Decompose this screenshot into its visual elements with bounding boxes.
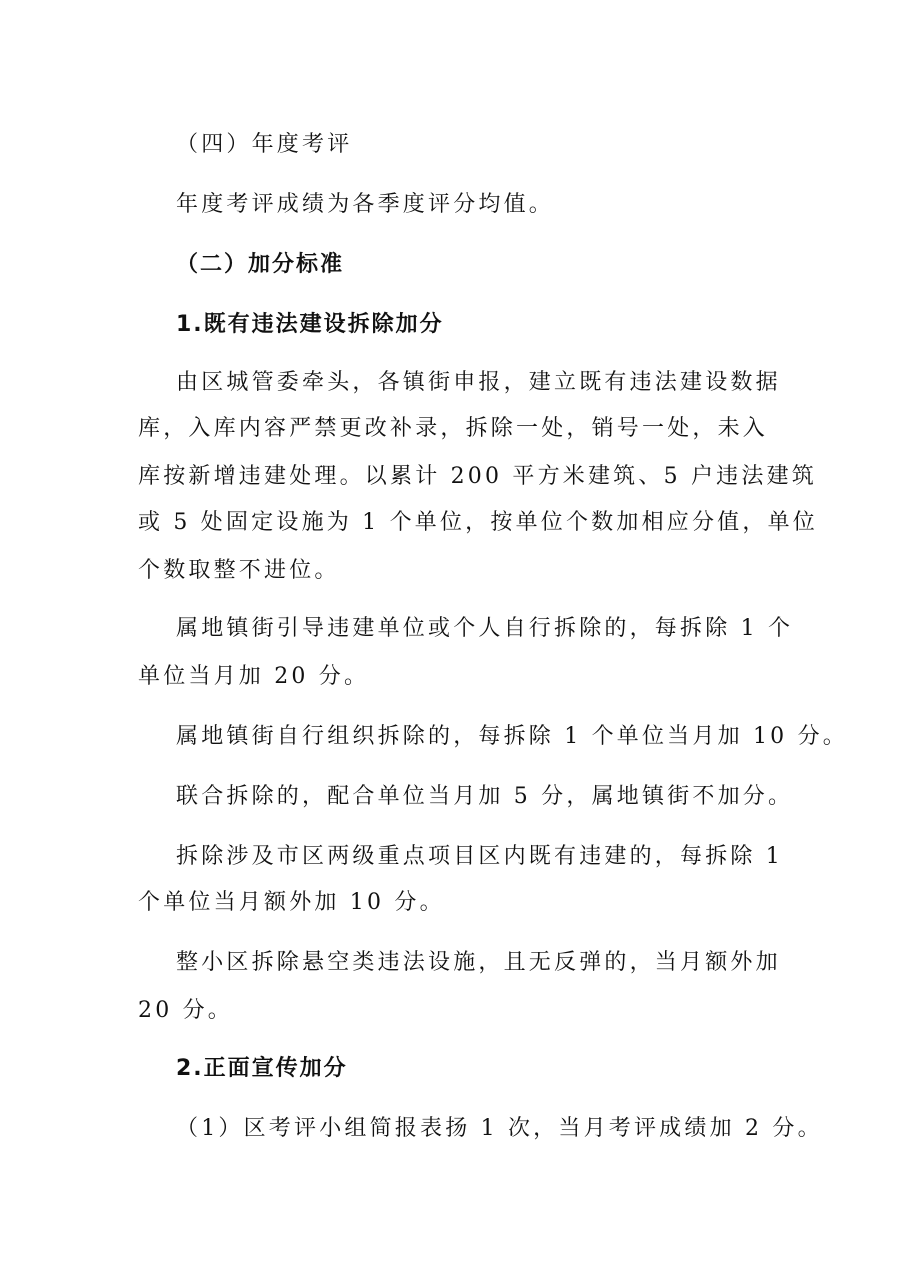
paragraph-line: 库，入库内容严禁更改补录，拆除一处，销号一处，未入 <box>138 416 769 441</box>
heading-demolition-bonus: 1.既有违法建设拆除加分 <box>176 312 444 337</box>
paragraph-line: 单位当月加 20 分。 <box>138 664 370 689</box>
heading-publicity-bonus: 2.正面宣传加分 <box>176 1056 348 1081</box>
paragraph-line: 整小区拆除悬空类违法设施，且无反弹的，当月额外加 <box>176 950 781 975</box>
paragraph-line: 个单位当月额外加 10 分。 <box>138 890 445 915</box>
section-annual-heading: （四）年度考评 <box>176 132 353 157</box>
paragraph-line: 个数取整不进位。 <box>138 558 340 583</box>
paragraph-line: 库按新增违建处理。以累计 200 平方米建筑、5 户违法建筑 <box>138 464 817 489</box>
paragraph-line: 拆除涉及市区两级重点项目区内既有违建的，每拆除 1 <box>176 844 783 869</box>
paragraph-line: 或 5 处固定设施为 1 个单位，按单位个数加相应分值，单位 <box>138 510 818 535</box>
paragraph-line: 属地镇街引导违建单位或个人自行拆除的，每拆除 1 个 <box>176 616 794 641</box>
paragraph-line: 联合拆除的，配合单位当月加 5 分，属地镇街不加分。 <box>176 784 794 809</box>
annual-text: 年度考评成绩为各季度评分均值。 <box>176 192 555 217</box>
paragraph-line: 由区城管委牵头，各镇街申报，建立既有违法建设数据 <box>176 370 781 395</box>
list-item: （1）区考评小组简报表扬 1 次，当月考评成绩加 2 分。 <box>176 1116 823 1141</box>
paragraph-line: 属地镇街自行组织拆除的，每拆除 1 个单位当月加 10 分。 <box>176 724 848 749</box>
bonus-heading: （二）加分标准 <box>176 252 345 277</box>
paragraph-line: 20 分。 <box>138 998 233 1023</box>
